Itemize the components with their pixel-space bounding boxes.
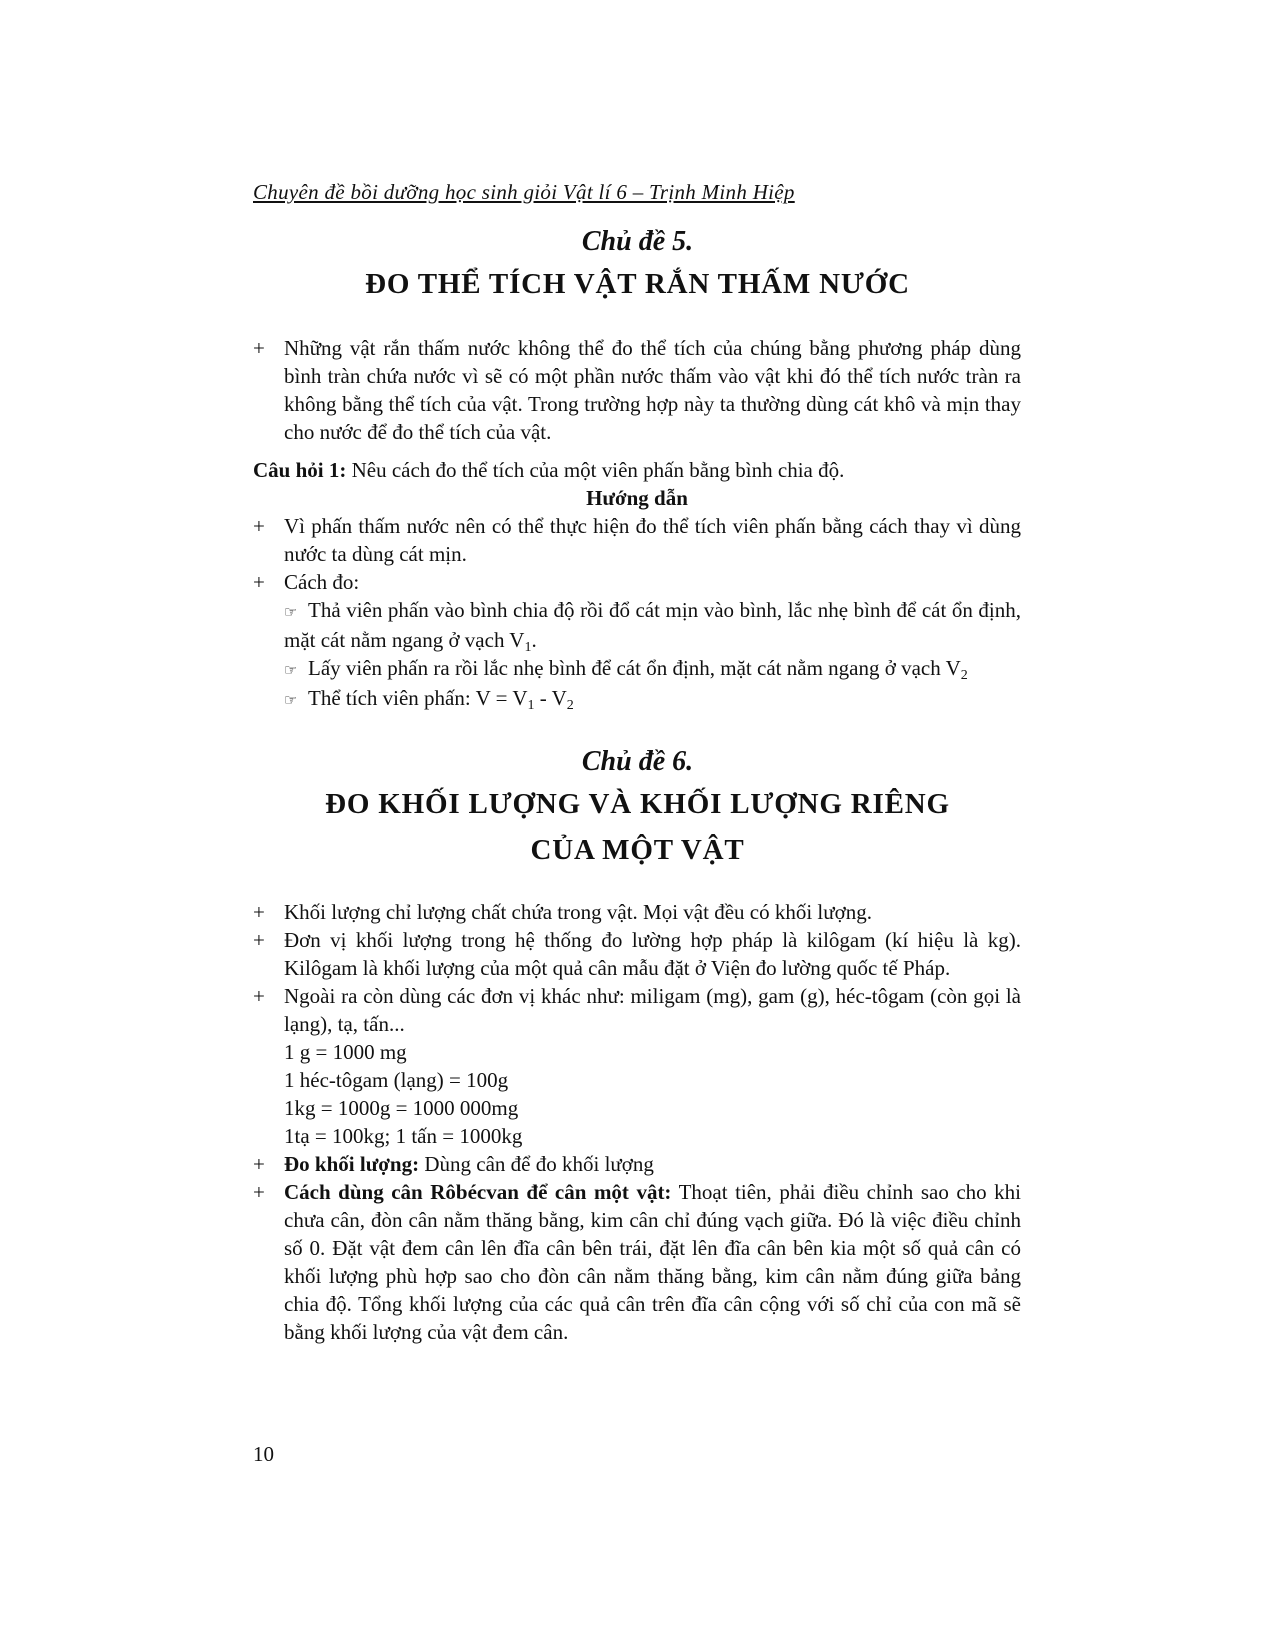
unit-equation: 1kg = 1000g = 1000 000mg: [284, 1096, 519, 1120]
guide-heading: Hướng dẫn: [586, 486, 688, 510]
pointing-hand-icon: ☞: [284, 691, 298, 709]
mass-unit: + Đơn vị khối lượng trong hệ thống đo lường hợp pháp là kilôgam (kí hiệu là kg). Kilôgam là khối lượng của một quả cân mẫu đặt ở Viện đo lường quốc tế Pháp.: [253, 928, 1021, 980]
answer-2: + Cách đo:: [253, 570, 360, 594]
question-1: [253, 456, 1021, 484]
page-number: 10: [253, 1442, 274, 1466]
measure-mass: + Đo khối lượng: Dùng cân để đo khối lượng: [253, 1152, 654, 1176]
topic-6-label: Chủ đề 6.: [581, 746, 694, 777]
step-1: ☞ Thả viên phấn vào bình chia độ rồi đổ cát mịn vào bình, lắc nhẹ bình để cát ổn định, mặt cát nằm ngang ở vạch $V_1$.: [284, 598, 1021, 655]
roberval-balance: + Cách dùng cân Rôbécvan để cân một vật: Thoạt tiên, phải điều chỉnh sao cho khi chưa cân, đòn cân nằm thăng bằng, kim cân chỉ đúng vạch giữa. Đó là việc điều chỉnh số 0. Đặt vật đem cân lên đĩa cân bên trái, đặt lên đĩa cân bên kia một số quả cân có khối lượng phù hợp sao cho đòn cân nằm thăng bằng, kim cân nằm đúng giữa bảng chia độ. Tổng khối lượng của các quả cân trên đĩa cân cộng với số chỉ của con mã sẽ bằng khối lượng của vật đem cân.: [253, 1180, 1021, 1344]
bullet-mark: +: [253, 336, 265, 360]
topic-6-title-line-2: CỦA MỘT VẬT: [530, 834, 745, 866]
unit-equation: 1tạ = 100kg; 1 tấn = 1000kg: [284, 1124, 523, 1148]
unit-equation: 1 g = 1000 mg: [284, 1040, 407, 1064]
step-2: ☞ Lấy viên phấn ra rồi lắc nhẹ bình để cát ổn định, mặt cát nằm ngang ở vạch $V_2$: [284, 656, 968, 683]
topic-5-label: Chủ đề 5.: [581, 226, 694, 257]
pointing-hand-icon: ☞: [284, 661, 298, 679]
step-3: ☞ Thể tích viên phấn: $V = V_1 - V_2$: [284, 686, 574, 713]
answer-1: + Vì phấn thấm nước nên có thể thực hiện đo thể tích viên phấn bằng cách thay vì dùng nước ta dùng cát mịn.: [253, 514, 1021, 566]
unit-equation: 1 héc-tôgam (lạng) = 100g: [284, 1068, 509, 1092]
question-text: Nêu cách đo thể tích của một viên phấn bằng bình chia độ.: [346, 458, 845, 482]
other-units: + Ngoài ra còn dùng các đơn vị khác như: miligam (mg), gam (g), héc-tôgam (còn gọi là lạng), tạ, tấn...: [253, 984, 1021, 1036]
question-label: Câu hỏi 1:: [253, 458, 347, 482]
running-header: Chuyên đề bồi dưỡng học sinh giỏi Vật lí 6 – Trịnh Minh Hiệp: [253, 180, 795, 204]
pointing-hand-icon: ☞: [284, 603, 298, 621]
mass-definition: + Khối lượng chỉ lượng chất chứa trong vật. Mọi vật đều có khối lượng.: [253, 900, 872, 924]
intro-paragraph: + Những vật rắn thấm nước không thể đo thể tích của chúng bằng phương pháp dùng bình tràn chứa nước vì sẽ có một phần nước thấm vào vật khi đó thể tích nước tràn ra không bằng thể tích của vật. Trong trường hợp này ta thường dùng cát khô và mịn thay cho nước để đo thể tích của vật.: [253, 336, 1021, 444]
topic-6-body: [253, 898, 1021, 1346]
topic-5-body: [253, 334, 1021, 714]
topic-5-title: ĐO THỂ TÍCH VẬT RẮN THẤM NƯỚC: [365, 268, 910, 300]
topic-6-title-line-1: ĐO KHỐI LƯỢNG VÀ KHỐI LƯỢNG RIÊNG: [325, 788, 950, 820]
